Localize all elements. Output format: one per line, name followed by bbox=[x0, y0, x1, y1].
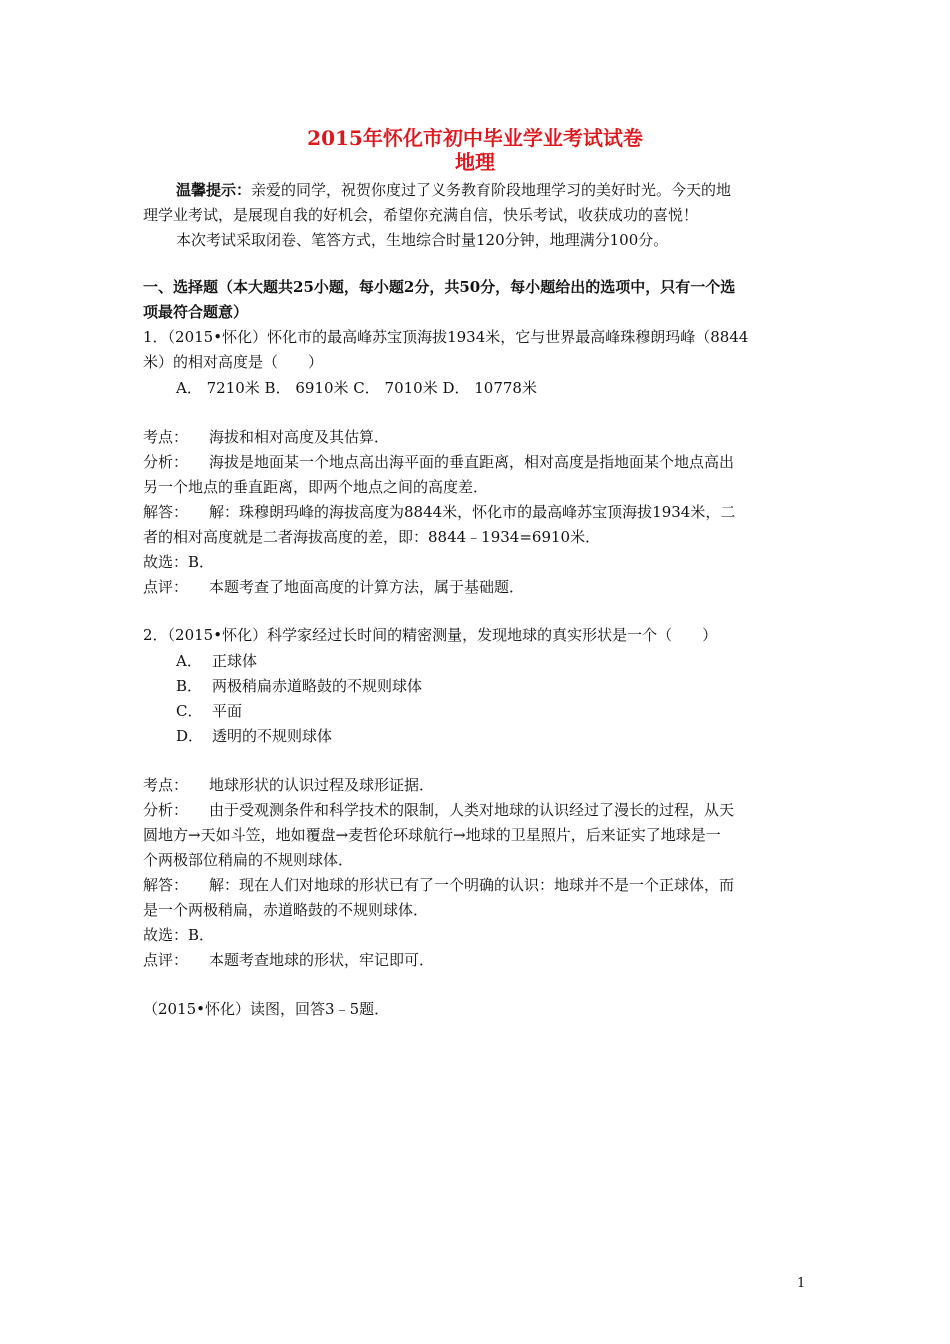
jieda-label: 解答： bbox=[143, 876, 189, 894]
kaodian-text: 地球形状的认识过程及球形证据． bbox=[209, 776, 435, 794]
kaodian-label: 考点： bbox=[143, 428, 189, 446]
section1-heading-1: 一、选择题（本大题共25小题，每小题2分，共50分，每小题给出的选项中，只有一个选 bbox=[143, 278, 736, 296]
dianping-text: 本题考查了地面高度的计算方法，属于基础题． bbox=[209, 578, 525, 596]
option-text: 透明的不规则球体 bbox=[212, 727, 333, 745]
kaodian-text: 海拔和相对高度及其估算． bbox=[209, 428, 390, 446]
q3-intro: （2015•怀化）读图，回答3﹣5题． bbox=[143, 1000, 390, 1018]
q1-stem-1: 1．（2015•怀化）怀化市的最高峰苏宝顶海拔1934米，它与世界最高峰珠穆朗玛峰（8844 bbox=[143, 328, 749, 346]
option-label: C． bbox=[176, 702, 203, 720]
page-number: 1 bbox=[797, 1276, 806, 1291]
fenxi-label: 分析： bbox=[143, 801, 189, 819]
q2-stem: 2．（2015•怀化）科学家经过长时间的精密测量，发现地球的真实形状是一个（ ） bbox=[143, 626, 718, 644]
jieda-text-1: 解：现在人们对地球的形状已有了一个明确的认识：地球并不是一个正球体，而 bbox=[209, 876, 735, 894]
intro-tip-line2: 理学业考试，是展现自我的好机会，希望你充满自信，快乐考试，收获成功的喜悦！ bbox=[143, 206, 699, 224]
q1-fenxi-2: 另一个地点的垂直距离，即两个地点之间的高度差． bbox=[143, 478, 489, 496]
option-label: D． bbox=[176, 727, 204, 745]
tip-label: 温馨提示： bbox=[176, 181, 252, 199]
q2-answer: 故选：B． bbox=[143, 926, 215, 944]
q2-jieda-1 bbox=[143, 875, 813, 895]
tip-text-1: 亲爱的同学，祝贺你度过了义务教育阶段地理学习的美好时光。今天的地 bbox=[251, 181, 732, 199]
exam-subject: 地理 bbox=[455, 150, 495, 174]
q2-dianping bbox=[143, 950, 813, 970]
q1-dianping bbox=[143, 577, 813, 597]
dianping-label: 点评： bbox=[143, 578, 189, 596]
option-text: 平面 bbox=[212, 702, 243, 720]
option-label: B． bbox=[176, 677, 203, 695]
q1-kaodian bbox=[143, 427, 813, 447]
fenxi-label: 分析： bbox=[143, 453, 189, 471]
q2-option-d bbox=[176, 726, 846, 746]
q2-kaodian bbox=[143, 775, 813, 795]
q1-jieda-1 bbox=[143, 502, 813, 522]
section1-heading-2: 项最符合题意） bbox=[143, 303, 249, 321]
fenxi-text-1: 由于受观测条件和科学技术的限制，人类对地球的认识经过了漫长的过程，从天 bbox=[209, 801, 735, 819]
dianping-text: 本题考查地球的形状，牢记即可． bbox=[209, 951, 435, 969]
exam-title: 2015年怀化市初中毕业学业考试试卷 bbox=[307, 126, 643, 150]
q2-fenxi-2: 圆地方→天如斗笠，地如覆盘→麦哲伦环球航行→地球的卫星照片，后来证实了地球是一 bbox=[143, 826, 721, 844]
q2-option-a bbox=[176, 651, 846, 671]
fenxi-text-1: 海拔是地面某一个地点高出海平面的垂直距离，相对高度是指地面某个地点高出 bbox=[209, 453, 735, 471]
intro-tip-line1 bbox=[176, 180, 846, 200]
q1-stem-2: 米）的相对高度是（ ） bbox=[143, 353, 324, 371]
kaodian-label: 考点： bbox=[143, 776, 189, 794]
jieda-label: 解答： bbox=[143, 503, 189, 521]
jieda-text-1: 解：珠穆朗玛峰的海拔高度为8844米，怀化市的最高峰苏宝顶海拔1934米，二 bbox=[209, 503, 736, 521]
exam-info: 本次考试采取闭卷、笔答方式，生地综合时量120分钟，地理满分100分。 bbox=[176, 231, 669, 249]
q2-jieda-2: 是一个两极稍扁，赤道略鼓的不规则球体． bbox=[143, 901, 429, 919]
dianping-label: 点评： bbox=[143, 951, 189, 969]
q1-fenxi-1 bbox=[143, 452, 813, 472]
q1-options: A． 7210米 B． 6910米 C． 7010米 D． 10778米 bbox=[176, 379, 537, 397]
option-label: A． bbox=[176, 652, 202, 670]
option-text: 正球体 bbox=[212, 652, 258, 670]
q2-fenxi-1 bbox=[143, 800, 813, 820]
q2-fenxi-3: 个两极部位稍扁的不规则球体． bbox=[143, 851, 354, 869]
q1-jieda-2: 者的相对高度就是二者海拔高度的差，即：8844﹣1934=6910米． bbox=[143, 528, 601, 546]
q1-answer: 故选：B． bbox=[143, 553, 215, 571]
q2-option-c bbox=[176, 701, 846, 721]
option-text: 两极稍扁赤道略鼓的不规则球体 bbox=[212, 677, 423, 695]
q2-option-b bbox=[176, 676, 846, 696]
